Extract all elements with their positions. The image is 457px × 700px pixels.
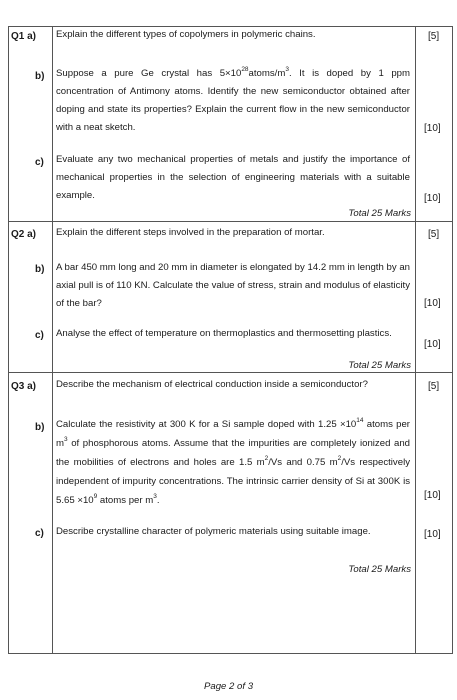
question-marks: [5] — [428, 229, 440, 240]
question-text: A bar 450 mm long and 20 mm in diameter is elongated by 14.2 mm in length by an axial pull is of 110 KN. Calculate the value of stress, strain and modulus of elasticity of the bar? — [56, 262, 410, 309]
question-text: Explain the different steps involved in the preparation of mortar. — [56, 227, 325, 238]
question-marks: [10] — [424, 298, 441, 309]
question-text: Calculate the resistivity at 300 K for a Si sample doped with $1.25 \times 10^{14}$ atoms per $m^3$ of phosphorous atoms. Assume that the impurities are completely ionized and the mobilities of electrons and holes are 1.5 $m^2/Vs$ and 0.75 $m^2/Vs$ respectively independent of impurity concentrations. The intrinsic carrier density of Si at 300K is $5.65 \times 10^9$ atoms per $m^3$. — [56, 416, 410, 506]
part-label: b) — [35, 422, 45, 433]
question-marks: [10] — [424, 123, 441, 134]
part-label: c) — [35, 157, 44, 168]
row-divider-q2 — [8, 221, 453, 222]
part-label: c) — [35, 330, 44, 341]
question-marks: [10] — [424, 339, 441, 350]
question-marks: [10] — [424, 193, 441, 204]
question-marks: [10] — [424, 490, 441, 501]
question-text: Analyse the effect of temperature on thermoplastics and thermosetting plastics. — [56, 328, 392, 339]
question-number: Q2 a) — [11, 229, 37, 240]
row-divider-q3 — [8, 372, 453, 373]
question-marks: [5] — [428, 31, 440, 42]
question-text: Describe the mechanism of electrical conduction inside a semiconductor? — [56, 379, 368, 390]
part-label: c) — [35, 528, 44, 539]
question-text: Explain the different types of copolymers in polymeric chains. — [56, 29, 316, 40]
question-text: Evaluate any two mechanical properties of metals and justify the importance of mechanical properties in the selection of engineering materials with a suitable example. — [56, 154, 410, 201]
column-divider-marks — [415, 26, 416, 654]
part-label: b) — [35, 264, 45, 275]
exam-table — [8, 26, 453, 654]
part-label: b) — [35, 71, 45, 82]
total-marks: Total 25 Marks — [348, 360, 411, 371]
column-divider-number — [52, 26, 53, 654]
total-marks: Total 25 Marks — [348, 208, 411, 219]
page-number: Page 2 of 3 — [203, 681, 254, 692]
question-text: Suppose a pure Ge crystal has $5\times 10^{28}atoms/m^3$. It is doped by 1 ppm concentration of Antimony atoms. Identify the new semiconductor obtained after doping and state its properties? Explain the current flow in the new semiconductor with a neat sketch. — [56, 65, 410, 133]
question-number: Q1 a) — [11, 31, 37, 42]
question-text: Describe crystalline character of polymeric materials using suitable image. — [56, 526, 371, 537]
total-marks: Total 25 Marks — [348, 564, 411, 575]
question-marks: [5] — [428, 381, 440, 392]
question-marks: [10] — [424, 529, 441, 540]
question-number: Q3 a) — [11, 381, 37, 392]
